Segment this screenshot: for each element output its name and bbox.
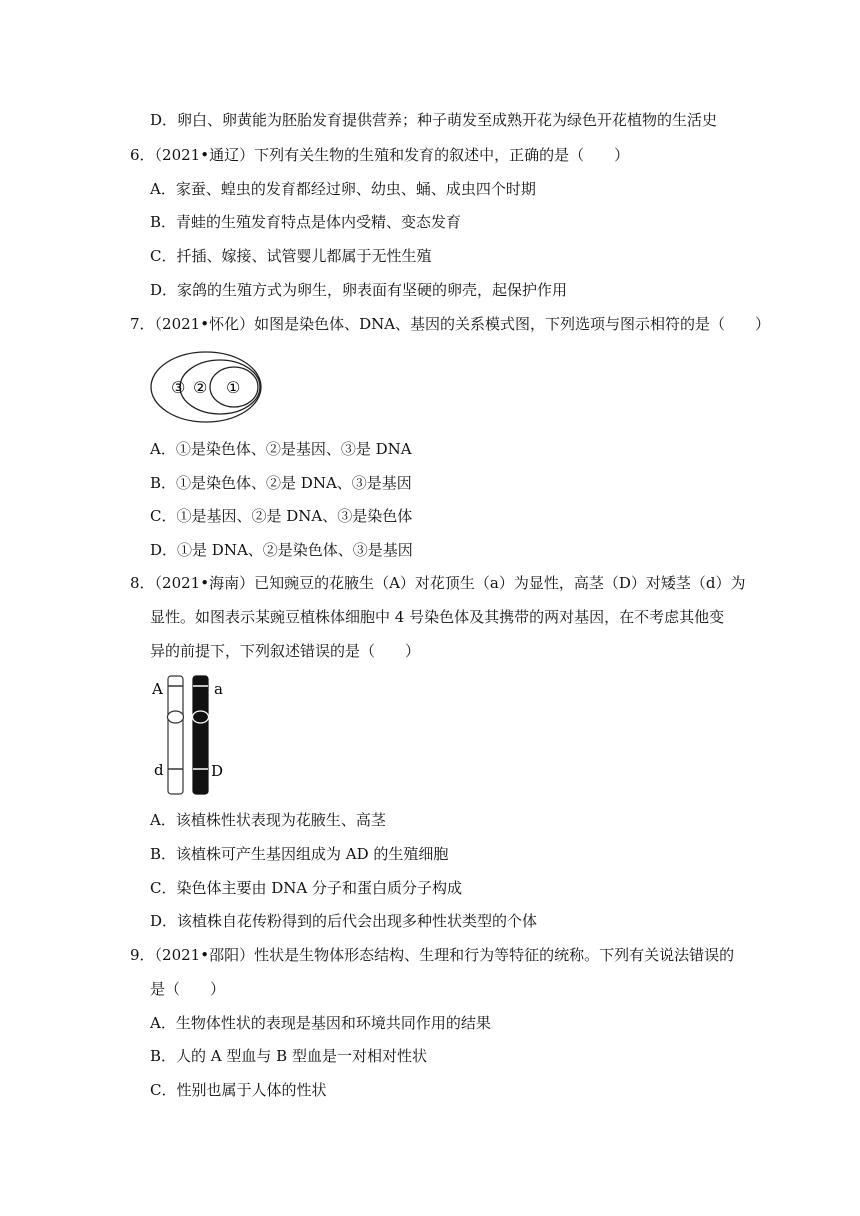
q8-stem-line2: 显性。如图表示某豌豆植株体细胞中 4 号染色体及其携带的两对基因，在不考虑其他变 [150, 608, 725, 626]
q7-option-b: B．①是染色体、②是 DNA、③是基因 [150, 474, 412, 492]
q9-option-a: A．生物体性状的表现是基因和环境共同作用的结果 [150, 1014, 491, 1032]
q8-option-d: D．该植株自花传粉得到的后代会出现多种性状类型的个体 [150, 912, 538, 930]
q9-stem-line2: 是（ ） [150, 980, 226, 998]
q8-option-b: B．该植株可产生基因组成为 AD 的生殖细胞 [150, 845, 449, 863]
label-A: A [152, 680, 163, 698]
q9-stem-line1: 9．（2021•邵阳）性状是生物体形态结构、生理和行为等特征的统称。下列有关说法错误的 [130, 946, 735, 964]
q5-option-d: D．卵白、卵黄能为胚胎发育提供营养；种子萌发至成熟开花为绿色开花植物的生活史 [150, 111, 718, 129]
q6-option-a: A．家蚕、蝗虫的发育都经过卵、幼虫、蛹、成虫四个时期 [150, 180, 536, 198]
q6-stem: 6．（2021•通辽）下列有关生物的生殖和发育的叙述中，正确的是（ ） [130, 146, 630, 164]
label-1: ① [226, 378, 241, 397]
white-centromere [168, 711, 184, 723]
q8-stem-line3: 异的前提下，下列叙述错误的是（ ） [150, 642, 421, 660]
label-d: d [154, 761, 164, 779]
nested-ellipses-figure [148, 346, 268, 428]
black-chromosome [193, 676, 208, 794]
q6-option-d: D．家鸽的生殖方式为卵生，卵表面有坚硬的卵壳，起保护作用 [150, 281, 568, 299]
q6-option-b: B．青蛙的生殖发育特点是体内受精、变态发育 [150, 213, 462, 231]
q8-stem-line1: 8．（2021•海南）已知豌豆的花腋生（A）对花顶生（a）为显性，高茎（D）对矮茎（d）为 [130, 574, 746, 592]
white-chromosome [168, 676, 183, 794]
q7-option-a: A．①是染色体、②是基因、③是 DNA [150, 440, 412, 458]
q6-option-c: C．扦插、嫁接、试管婴儿都属于无性生殖 [150, 247, 432, 265]
label-D: D [211, 762, 224, 780]
label-3: ③ [171, 378, 186, 397]
q8-option-c: C．染色体主要由 DNA 分子和蛋白质分子构成 [150, 879, 462, 897]
q9-option-c: C．性别也属于人体的性状 [150, 1081, 327, 1099]
black-centromere [193, 711, 209, 723]
label-a: a [214, 680, 223, 698]
q7-option-d: D．①是 DNA、②是染色体、③是基因 [150, 541, 413, 559]
q9-option-b: B．人的 A 型血与 B 型血是一对相对性状 [150, 1047, 427, 1065]
chromosome-figure [148, 672, 238, 800]
q7-stem: 7．（2021•怀化）如图是染色体、DNA、基因的关系模式图，下列选项与图示相符的是（ ） [130, 315, 771, 333]
q8-option-a: A．该植株性状表现为花腋生、高茎 [150, 811, 386, 829]
q7-option-c: C．①是基因、②是 DNA、③是染色体 [150, 507, 413, 525]
middle-ellipse [180, 360, 260, 414]
label-2: ② [193, 378, 208, 397]
